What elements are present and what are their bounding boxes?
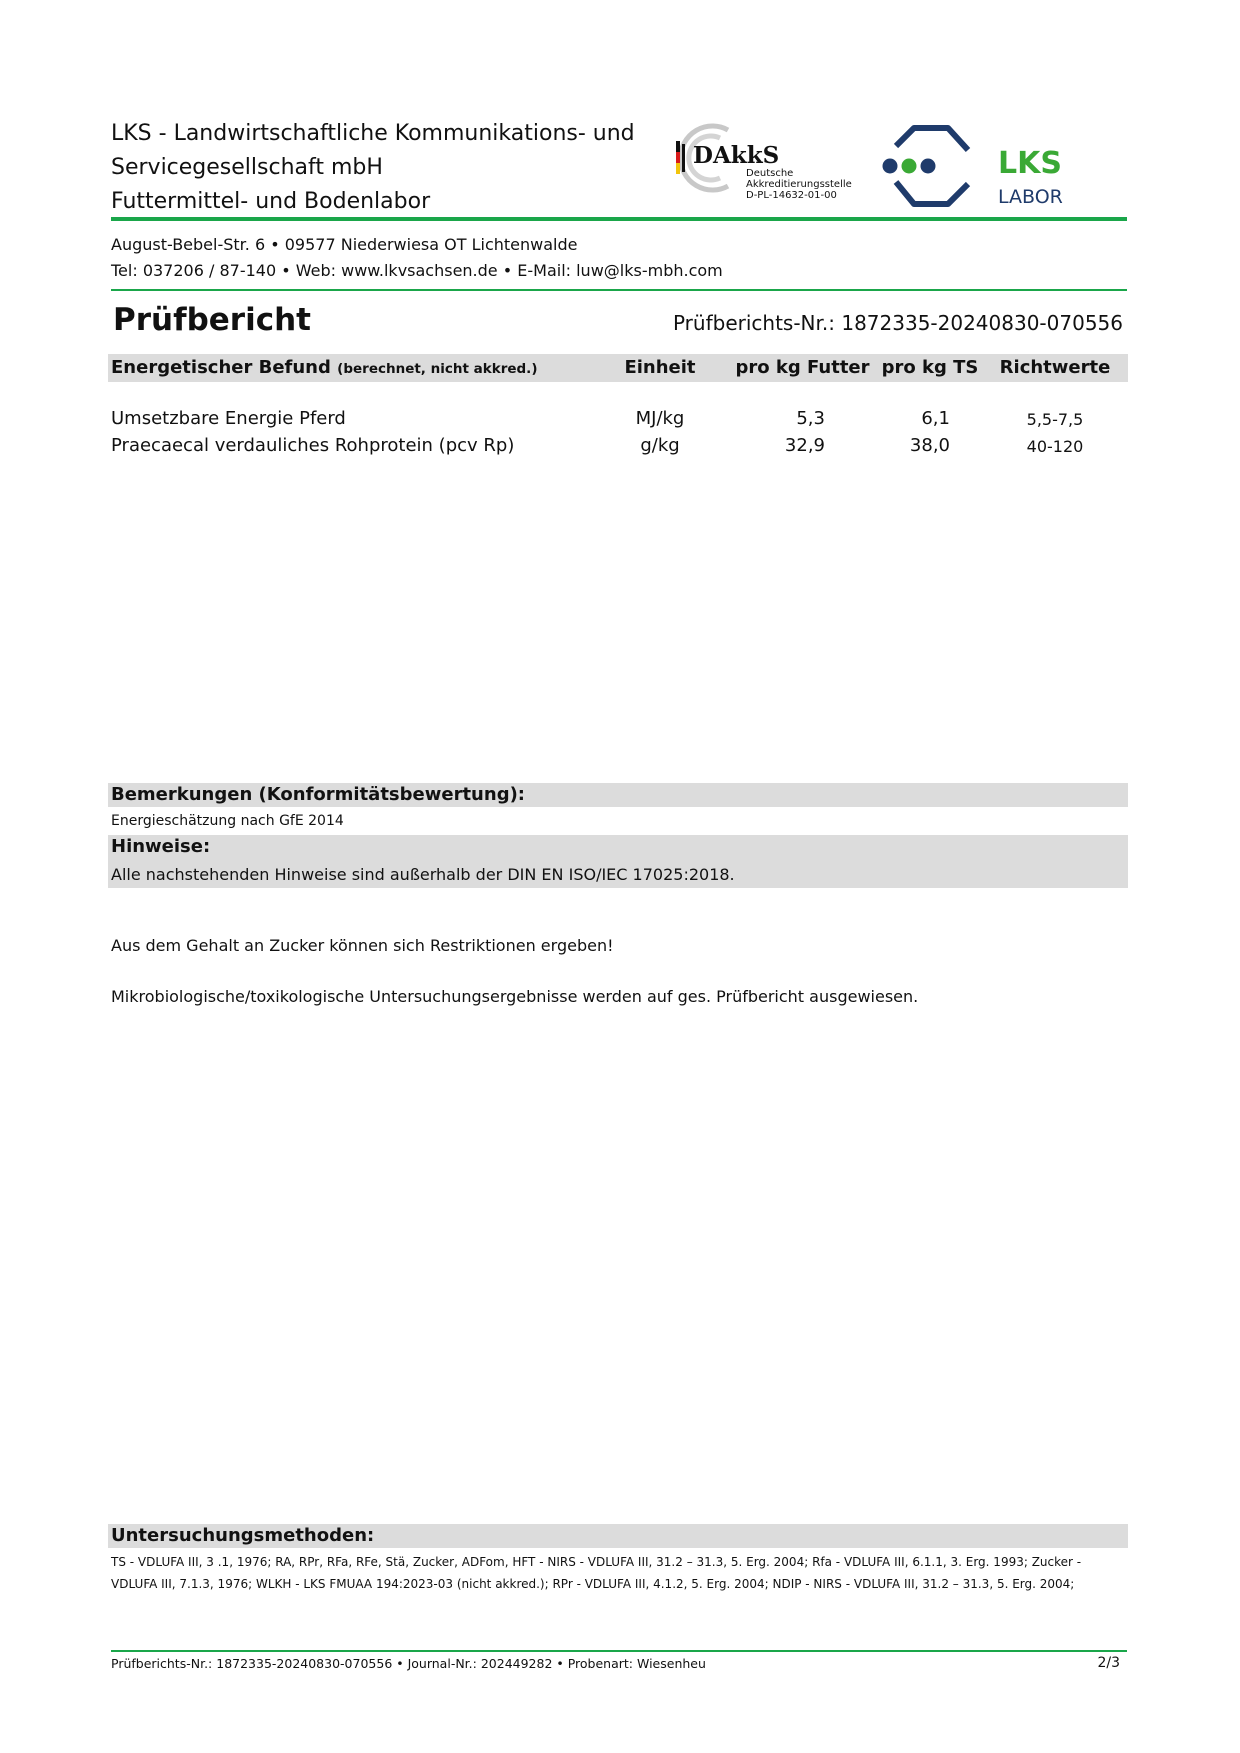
table-header-section-title: Energetischer Befund: [111, 357, 331, 378]
lks-labor-logo: [878, 122, 1078, 212]
table-header-reference: Richtwerte: [999, 357, 1111, 378]
hints-heading: Hinweise:: [111, 836, 211, 857]
remarks-heading: Bemerkungen (Konformitätsbewertung):: [111, 784, 525, 805]
row-name: Praecaecal verdauliches Rohprotein (pcv Rp): [111, 435, 515, 456]
methods-line: VDLUFA III, 7.1.3, 1976; WLKH - LKS FMUAA 194:2023-03 (nicht akkred.); RPr - VDLUFA III, 4.1.2, 5. Erg. 2004; NDIP - NIRS - VDLUFA III, 31.2 – 31.3, 5. Erg. 2004;: [111, 1577, 1075, 1591]
header-divider: [111, 217, 1127, 221]
page-number: 2/3: [1097, 1655, 1120, 1671]
row-reference: 5,5-7,5: [1026, 410, 1084, 429]
table-header-per-kg-ts: pro kg TS: [881, 357, 979, 378]
table-header-section-note: (berechnet, nicht akkred.): [337, 361, 538, 377]
company-name-line1: LKS - Landwirtschaftliche Kommunikations- und: [111, 121, 635, 146]
company-name-line2: Servicegesellschaft mbH: [111, 155, 383, 180]
table-header-unit: Einheit: [624, 357, 696, 378]
row-reference: 40-120: [1026, 437, 1084, 456]
methods-heading: Untersuchungsmethoden:: [111, 1525, 375, 1546]
dakks-line1: Deutsche: [746, 168, 794, 179]
dakks-id: D-PL-14632-01-00: [746, 190, 837, 201]
address-divider: [111, 289, 1127, 291]
row-name: Umsetzbare Energie Pferd: [111, 408, 346, 429]
methods-text: [111, 1551, 1123, 1595]
company-contact: Tel: 037206 / 87-140 • Web: www.lkvsachsen.de • E-Mail: luw@lks-mbh.com: [111, 261, 723, 280]
report-title: Prüfbericht: [113, 302, 311, 338]
row-feed-value: 5,3: [796, 408, 825, 429]
company-department: Futtermittel- und Bodenlabor: [111, 189, 431, 214]
dakks-line2: Akkreditierungsstelle: [746, 179, 852, 190]
hint-note: Mikrobiologische/toxikologische Untersuchungsergebnisse werden auf ges. Prüfbericht ausgewiesen.: [111, 987, 919, 1006]
lks-octagon-icon: [878, 122, 978, 212]
table-header-section: [111, 357, 537, 378]
dakks-name: DAkkS: [693, 142, 780, 169]
hint-note: Aus dem Gehalt an Zucker können sich Restriktionen ergeben!: [111, 936, 614, 955]
dakks-logo: [668, 122, 868, 202]
report-number: Prüfberichts-Nr.: 1872335-20240830-070556: [672, 311, 1123, 335]
remarks-text: Energieschätzung nach GfE 2014: [111, 813, 344, 829]
row-feed-value: 32,9: [784, 435, 825, 456]
table-header-per-kg-feed: pro kg Futter: [735, 357, 870, 378]
lks-name: LKS: [998, 146, 1062, 181]
row-unit: MJ/kg: [635, 408, 685, 429]
row-ts-value: 38,0: [909, 435, 950, 456]
hints-text: Alle nachstehenden Hinweise sind außerhalb der DIN EN ISO/IEC 17025:2018.: [111, 865, 735, 884]
lks-sub: LABOR: [998, 186, 1063, 208]
footer-text: Prüfberichts-Nr.: 1872335-20240830-070556 • Journal-Nr.: 202449282 • Probenart: Wiesenheu: [111, 1656, 706, 1671]
methods-line: TS - VDLUFA III, 3 .1, 1976; RA, RPr, RFa, RFe, Stä, Zucker, ADFom, HFT - NIRS - VDLUFA III, 31.2 – 31.3, 5. Erg. 2004; Rfa - VDLUFA III, 6.1.1, 3. Erg. 1993; Zucker -: [111, 1555, 1082, 1569]
company-address: August-Bebel-Str. 6 • 09577 Niederwiesa OT Lichtenwalde: [111, 235, 578, 254]
row-ts-value: 6,1: [921, 408, 950, 429]
footer-divider: [111, 1650, 1127, 1652]
row-unit: g/kg: [640, 435, 680, 456]
